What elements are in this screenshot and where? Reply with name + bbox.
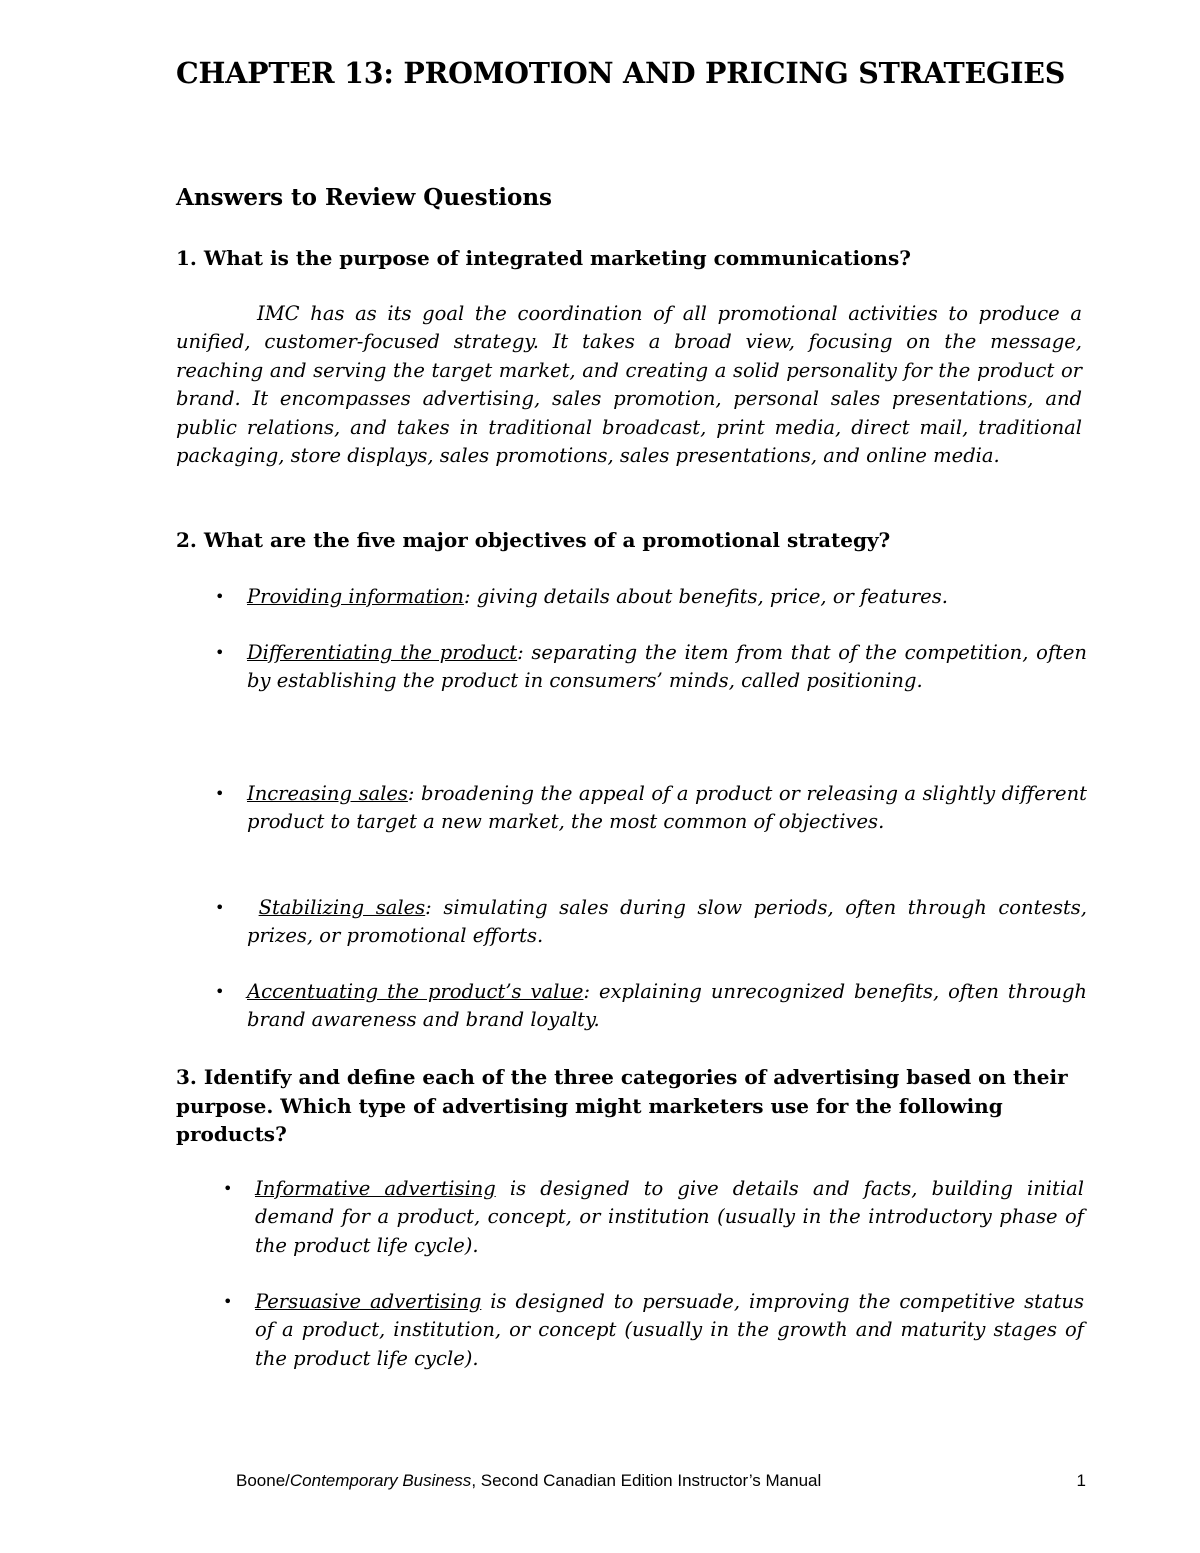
list-item (215, 978, 1087, 1035)
bullet-text: : giving details about benefits, price, or features. (463, 585, 948, 608)
footer-book-title: Contemporary Business (289, 1471, 472, 1490)
bullet-text: : explaining unrecognized benefits, often through brand awareness and brand loyalty. (247, 980, 1087, 1032)
list-item (223, 1288, 1084, 1373)
bullet-icon: • (223, 1292, 233, 1311)
bullet-term: Differentiating the product (247, 641, 518, 664)
bullet-text: : broadening the appeal of a product or releasing a slightly different product to target a new market, the most common of objectives. (247, 782, 1087, 834)
list-item (215, 639, 1087, 696)
bullet-icon: • (223, 1179, 233, 1198)
page-footer (236, 1471, 1086, 1491)
bullet-icon: • (215, 643, 225, 662)
page-number: 1 (1076, 1471, 1086, 1490)
list-item (223, 1175, 1084, 1260)
bullet-icon: • (215, 898, 225, 917)
bullet-text: is designed to give details and facts, building initial demand for a product, concept, or institution (usually in the introductory phase of the product life cycle). (255, 1177, 1084, 1257)
question-3: 3. Identify and define each of the three categories of advertising based on their purpose. Which type of advertising might marketers use for the following products? (176, 1065, 1068, 1146)
answer-1: IMC has as its goal the coordination of all promotional activities to produce a unified, customer-focused strategy. It takes a broad view, focusing on the message, reaching and serving the target market, and creating a solid personality for the product or brand. It encompasses advertising, sales promotion, personal sales presentations, and public relations, and takes in traditional broadcast, print media, direct mail, traditional packaging, store displays, sales promotions, sales presentations, and online media. (176, 302, 1082, 468)
footer-edition: , Second Canadian Edition Instructor’s Manual (471, 1471, 822, 1490)
list-item (215, 894, 1088, 951)
bullet-icon: • (215, 587, 225, 606)
question-2: 2. What are the five major objectives of a promotional strategy? (176, 528, 891, 552)
list-item (215, 583, 1087, 611)
question-1: 1. What is the purpose of integrated marketing communications? (176, 246, 911, 270)
bullet-icon: • (215, 784, 225, 803)
bullet-term: Informative advertising (255, 1177, 496, 1200)
bullet-term: Increasing sales (247, 782, 408, 805)
bullet-text: is designed to persuade, improving the competitive status of a product, institution, or concept (usually in the growth and maturity stages of the product life cycle). (255, 1290, 1084, 1370)
footer-author: Boone/ (236, 1471, 290, 1490)
section-heading: Answers to Review Questions (176, 184, 552, 211)
chapter-title: CHAPTER 13: PROMOTION AND PRICING STRATEGIES (176, 56, 1066, 90)
list-item (215, 780, 1087, 837)
bullet-term: Providing information (247, 585, 464, 608)
bullet-term: Stabilizing sales (258, 896, 426, 919)
bullet-icon: • (215, 982, 225, 1001)
bullet-term: Accentuating the product’s value (247, 980, 584, 1003)
bullet-text: : simulating sales during slow periods, often through contests, prizes, or promotional efforts. (247, 896, 1088, 948)
bullet-term: Persuasive advertising (255, 1290, 482, 1313)
bullet-text: : separating the item from that of the competition, often by establishing the product in consumers’ minds, called positioning. (247, 641, 1087, 693)
